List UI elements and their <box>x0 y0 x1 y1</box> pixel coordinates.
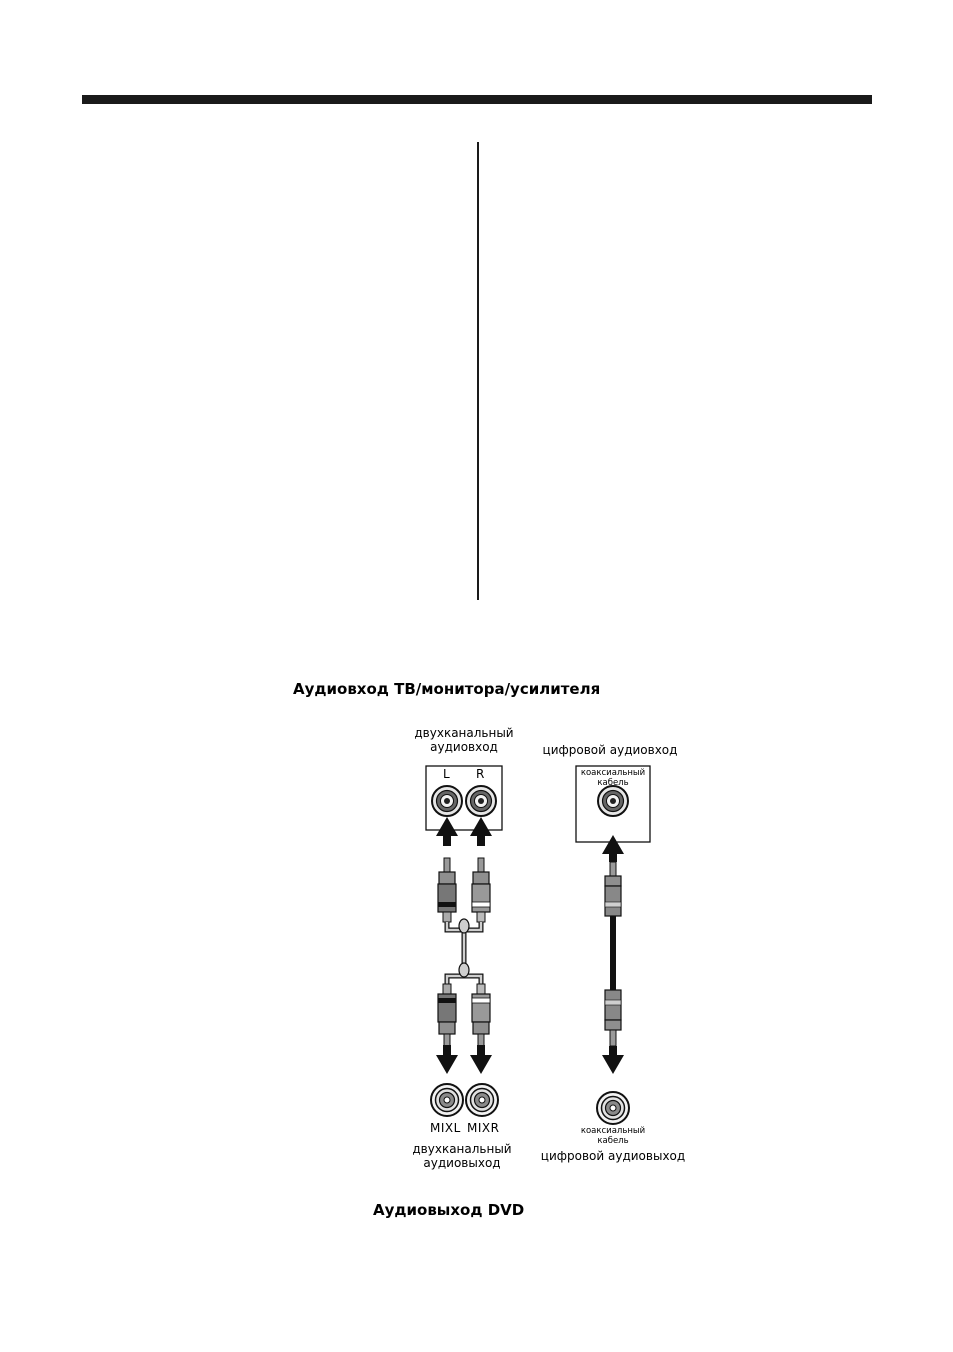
port-label-mixl: MIXL <box>430 1121 461 1135</box>
rca-plug-lower-right <box>472 984 490 1048</box>
analog-in-label-line2: аудиовход <box>430 740 498 754</box>
analog-in-label <box>404 726 524 754</box>
arrow-down-icon <box>602 1046 624 1074</box>
jack-mixl-icon <box>431 1084 463 1116</box>
analog-out-label-line1: двухканальный <box>412 1142 512 1156</box>
coax-in-label-line2: кабель <box>597 778 629 788</box>
port-label-l: L <box>443 767 451 781</box>
rca-plug-upper-left <box>438 858 456 922</box>
rca-plug-upper-right <box>472 858 490 922</box>
port-label-r: R <box>476 767 485 781</box>
digital-in-label: цифровой аудиовход <box>542 743 678 757</box>
rca-plug-lower-left <box>438 984 456 1048</box>
analog-out-label <box>402 1142 522 1170</box>
analog-in-label-line1: двухканальный <box>414 726 514 740</box>
analog-out-label-line2: аудиовыход <box>423 1156 501 1170</box>
jack-r-icon <box>466 786 496 816</box>
coax-in-label <box>578 768 648 788</box>
coax-out-label <box>578 1126 648 1146</box>
coax-cable <box>605 862 621 1046</box>
coax-out-label-line1: коаксиальный <box>580 1126 646 1136</box>
coax-out-label-line2: кабель <box>597 1136 629 1146</box>
coax-in-label-line1: коаксиальный <box>580 768 646 778</box>
diagram-top-heading: Аудиовход ТВ/монитора/усилителя <box>293 680 601 698</box>
digital-out-label: цифровой аудиовыход <box>540 1149 686 1163</box>
diagram-bottom-heading: Аудиовыход DVD <box>373 1201 525 1219</box>
jack-mixr-icon <box>466 1084 498 1116</box>
coax-out-jack-icon <box>597 1092 629 1124</box>
port-label-mixr: MIXR <box>467 1121 500 1135</box>
arrow-down-icon <box>470 1045 492 1074</box>
arrow-down-icon <box>436 1045 458 1074</box>
coax-in-jack-icon <box>598 786 628 816</box>
jack-l-icon <box>432 786 462 816</box>
